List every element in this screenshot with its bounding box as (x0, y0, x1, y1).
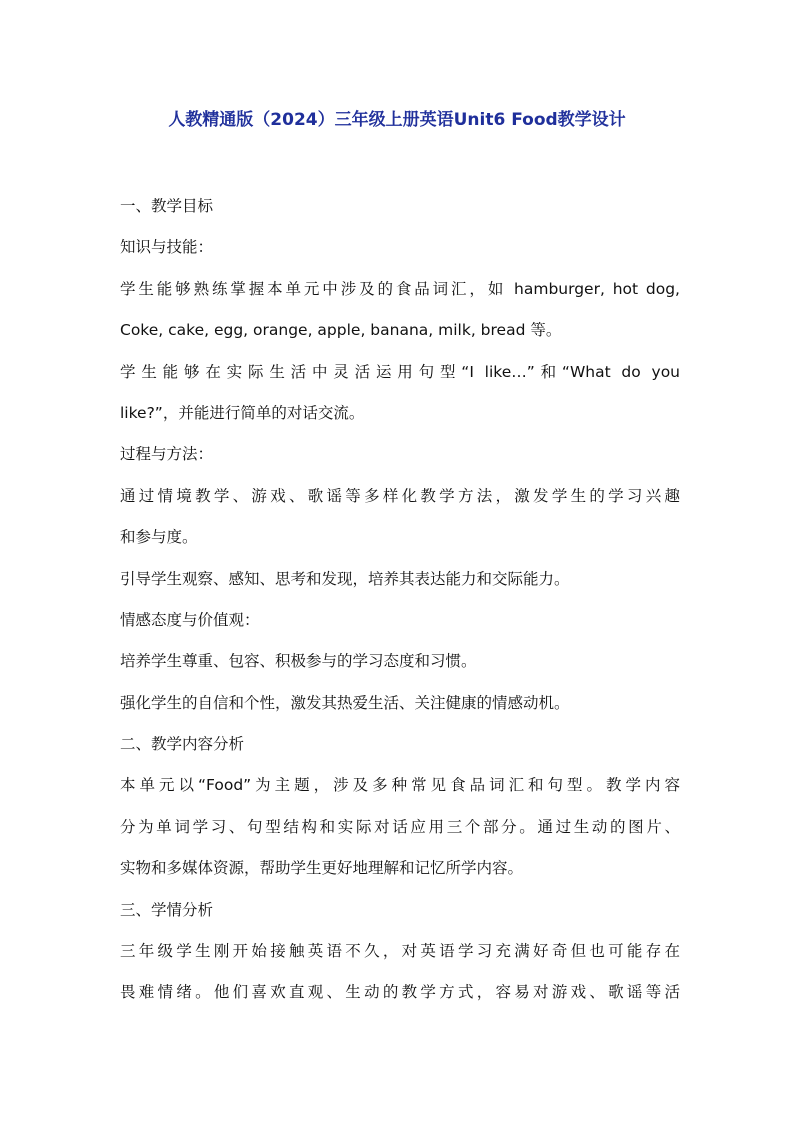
subheading-knowledge-skills: 知识与技能： (120, 238, 214, 257)
paragraph-line: 学生能够熟练掌握本单元中涉及的食品词汇，如 hamburger, hot dog, (120, 279, 680, 298)
subheading-emotion-values: 情感态度与价值观： (120, 610, 260, 629)
paragraph-line: 本单元以“Food”为主题，涉及多种常见食品词汇和句型。教学内容 (120, 776, 680, 795)
document-title: 人教精通版（2024）三年级上册英语Unit6 Food教学设计 (168, 110, 626, 130)
paragraph-line: like?”，并能进行简单的对话交流。 (120, 403, 365, 422)
section-heading-learner-analysis: 三、学情分析 (120, 900, 214, 919)
paragraph-line: 学生能够在实际生活中灵活运用句型“I like…”和“What do you (120, 362, 680, 381)
paragraph-line: Coke, cake, egg, orange, apple, banana, milk, bread 等。 (120, 321, 562, 340)
section-heading-content-analysis: 二、教学内容分析 (120, 735, 245, 754)
paragraph-line: 引导学生观察、感知、思考和发现，培养其表达能力和交际能力。 (120, 569, 570, 588)
paragraph-line: 通过情境教学、游戏、歌谣等多样化教学方法，激发学生的学习兴趣 (120, 486, 680, 505)
paragraph-line: 实物和多媒体资源，帮助学生更好地理解和记忆所学内容。 (120, 859, 524, 878)
paragraph-line: 培养学生尊重、包容、积极参与的学习态度和习惯。 (120, 652, 477, 671)
paragraph-line: 三年级学生刚开始接触英语不久，对英语学习充满好奇但也可能存在 (120, 942, 680, 961)
paragraph-line: 分为单词学习、句型结构和实际对话应用三个部分。通过生动的图片、 (120, 817, 680, 836)
subheading-process-methods: 过程与方法： (120, 445, 214, 464)
paragraph-line: 强化学生的自信和个性，激发其热爱生活、关注健康的情感动机。 (120, 693, 570, 712)
paragraph-line: 和参与度。 (120, 528, 198, 547)
document-body (120, 186, 680, 1014)
section-heading-teaching-goals: 一、教学目标 (120, 197, 214, 215)
paragraph-line: 畏难情绪。他们喜欢直观、生动的教学方式，容易对游戏、歌谣等活 (120, 983, 680, 1002)
